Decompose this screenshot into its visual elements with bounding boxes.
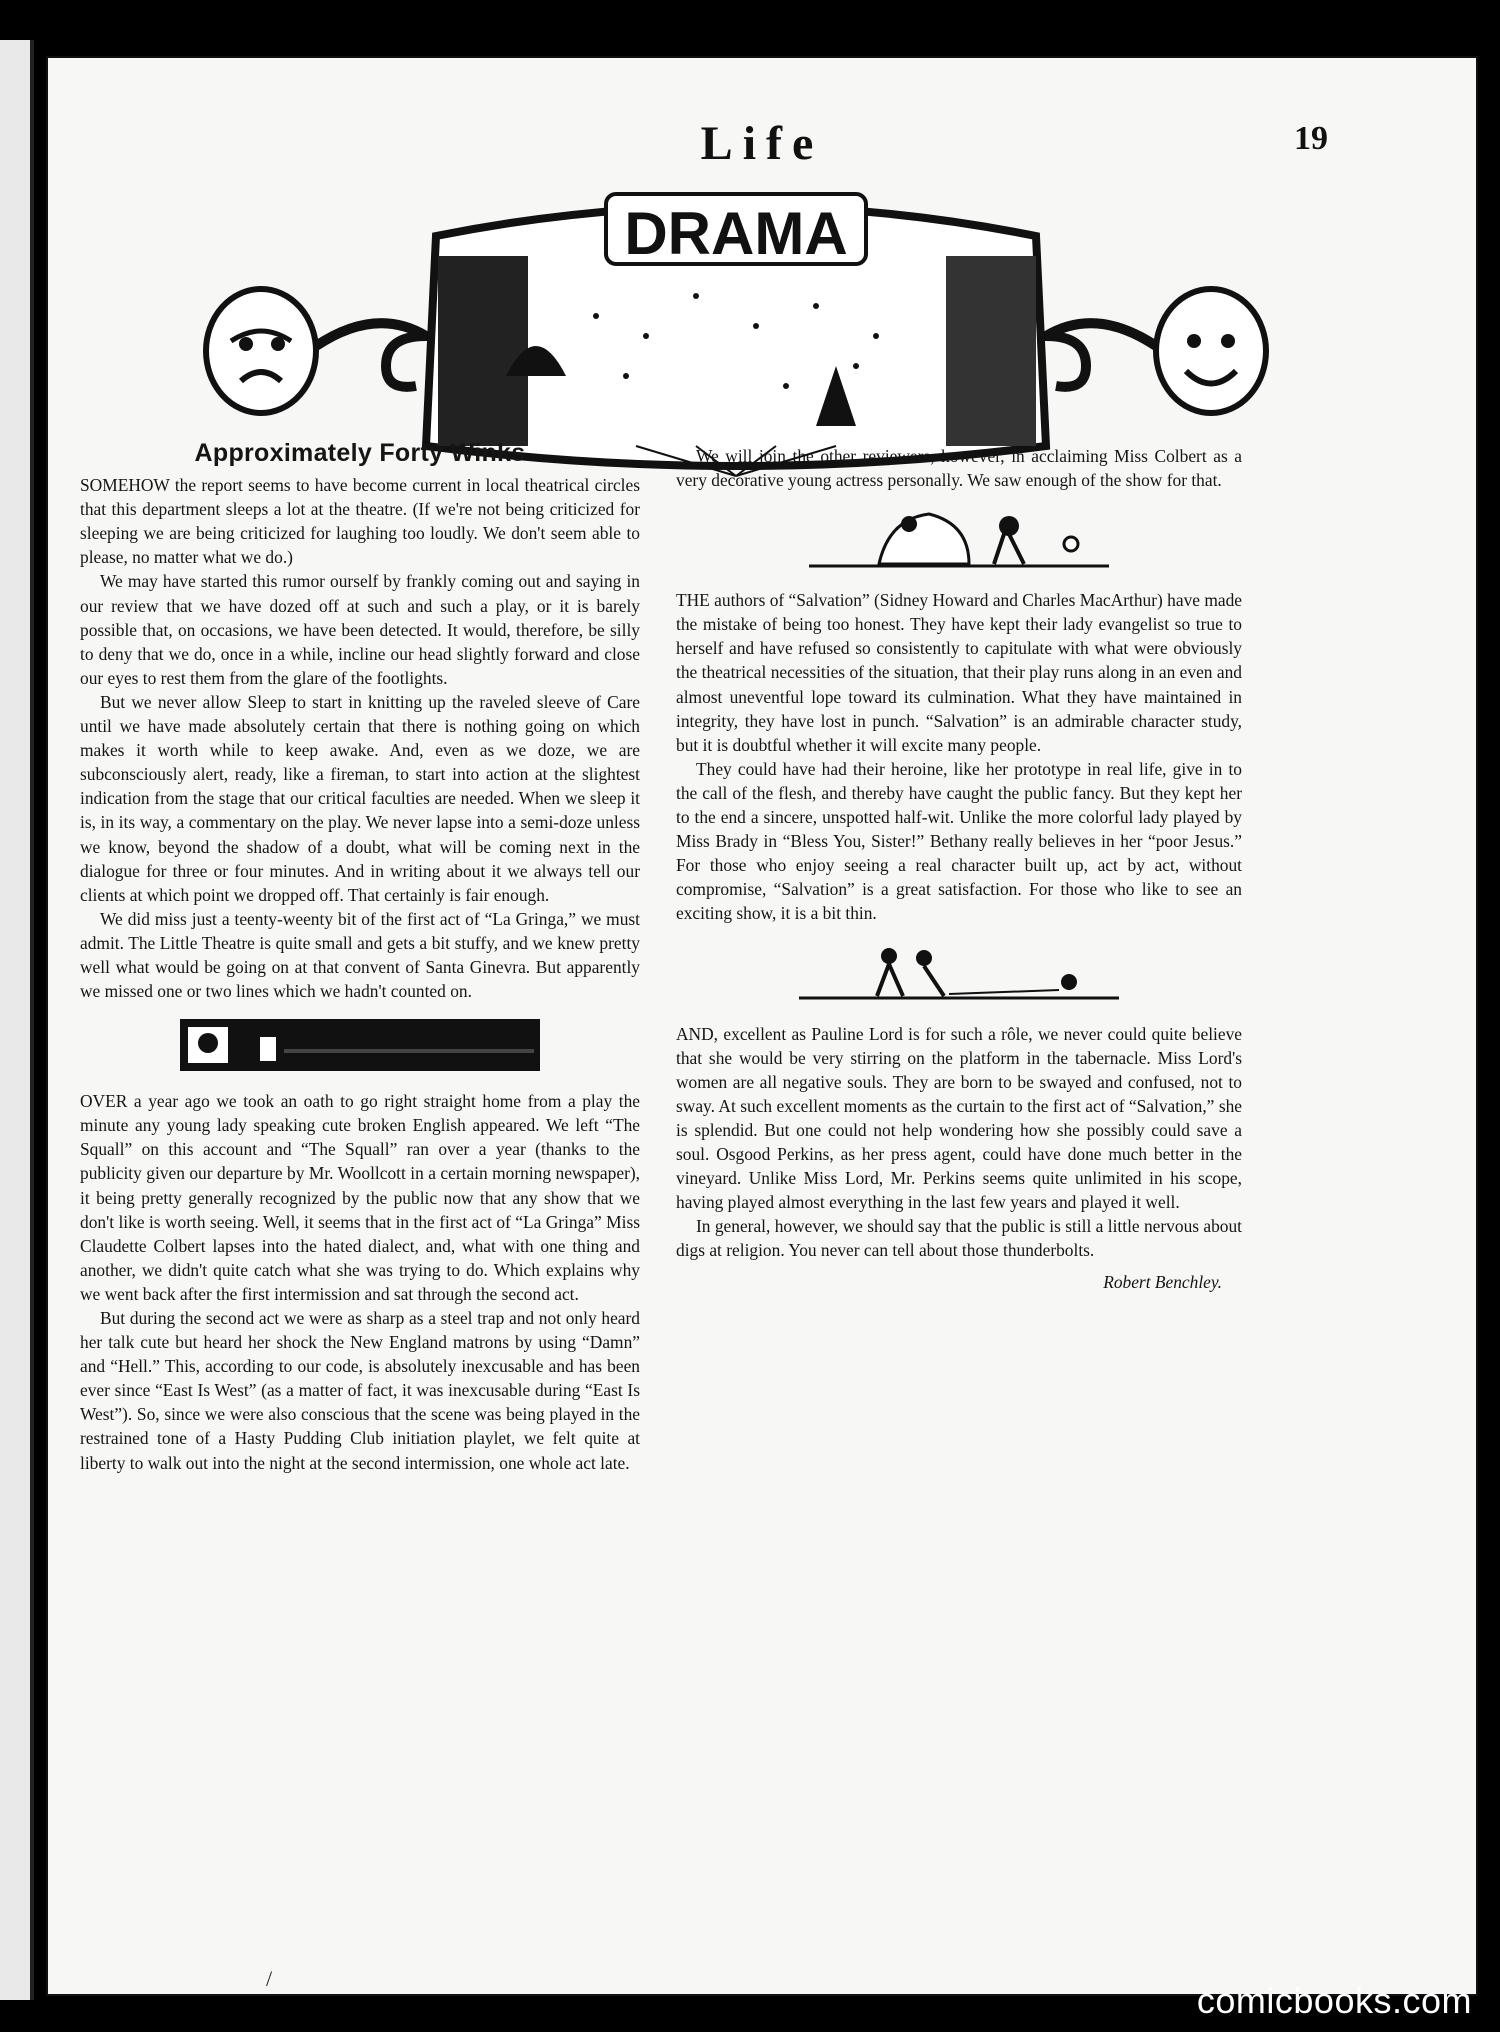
paragraph: We may have started this rumor ourself by frankly coming out and saying in our review that we have dozed off at such and such a play, or it is barely possible that, on occasions, we have been detected. It would, therefore, be silly to deny that we do, once in a while, incline our head slightly forward and close our eyes to rest them from the glare of the footlights. (80, 571, 640, 688)
paragraph: But during the second act we were as sharp as a steel trap and not only heard her talk cute but heard her shock the New England matrons by using “Damn” and “Hell.” This, according to our code, is absolutely inexcusable and has been ever since “East Is West” (as a matter of fact, it was inexcusable during “East Is West”). So, since we were also conscious that the scene was being played in the restrained tone of a Hasty Pudding Club initiation playlet, we felt quite at liberty to walk out into the night at the second intermission, one whole act late. (80, 1308, 640, 1473)
banner-word: DRAMA (624, 200, 848, 267)
magazine-page (46, 56, 1478, 1996)
stray-mark: / (266, 1966, 273, 1991)
paragraph: AND, excellent as Pauline Lord is for such a rôle, we never could quite believe that she would be very stirring on the platform in the tabernacle. Miss Lord's women are all negative souls. They are born to be swayed and confused, not to sway. At such excellent moments as the curtain to the first act of “Salvation,” she is splendid. But one could not help wondering how she possibly could save a soul. Osgood Perkins, as her press agent, could have done much better in the vineyard. Unlike Miss Lord, Mr. Perkins seems quite unlimited in his scope, having played almost everything in the last few years and played it well. (676, 1023, 1242, 1213)
author-signature: Robert Benchley. (1103, 1272, 1222, 1293)
paragraph: In general, however, we should say that the public is still a little nervous about digs at religion. You never can tell about those thunderbolts. (676, 1216, 1243, 1261)
comedy-mask-icon (1046, 289, 1266, 413)
paragraph: THE authors of “Salvation” (Sidney Howard and Charles MacArthur) have made the mistake of being too honest. They have kept their lady evangelist so true to herself and have refused so consistently to capitulate with what were obviously the theatrical necessities of the situation, that their play runs along in an even and almost uneventful lope toward its culmination. What they have maintained in integrity, they have lost in punch. “Salvation” is an admirable character study, but it is doubtful whether it will excite many people. (676, 590, 1242, 755)
watermark: comicbooks.com (1196, 1980, 1472, 2021)
paragraph: We will join the other reviewers, however, in acclaiming Miss Colbert as a very decorative young actress personally. We saw enough of the show for that. (676, 446, 1242, 491)
stage-scene-illustration (180, 1015, 540, 1075)
masthead-title: Life (700, 117, 824, 170)
paragraph: OVER a year ago we took an oath to go right straight home from a play the minute any young lady speaking cute broken English appeared. We left “The Squall” on this account and “The Squall” ran over a year (thanks to the publicity given our departure by Mr. Woollcott in a certain morning newspaper), it being pretty generally recognized by the public now that any show that we don't like is worth seeing. Well, it seems that in the first act of “La Gringa” Miss Claudette Colbert lapses into the hated dialect, and, what with one thing and another, we didn't quite catch what she was trying to do. Which explains why we went back after the first intermission and sat through the second act. (80, 1091, 640, 1304)
paragraph: They could have had their heroine, like her prototype in real life, give in to the call of the flesh, and thereby have caught the public fancy. But they kept her to the end a sincere, unspotted half-wit. Unlike the more colorful lady played by Miss Brady in “Bless You, Sister!” Bethany really believes in her “poor Jesus.” For those who enjoy seeing a real character built up, act by act, without compromise, “Salvation” is a great satisfaction. For those who like to see an exciting show, it is a bit thin. (676, 758, 1242, 924)
tug-of-war-illustration (799, 938, 1119, 1008)
page-number: 19 (1294, 120, 1328, 157)
paragraph: We did miss just a teenty-weenty bit of the first act of “La Gringa,” we must admit. The Little Theatre is quite small and gets a bit stuffy, and we knew pretty well what would be going on at that convent of Santa Ginevra. But apparently we missed one or two lines which we hadn't counted on. (80, 908, 640, 1002)
column-left (80, 441, 640, 1475)
tragedy-mask-icon (206, 289, 426, 413)
paragraph: But we never allow Sleep to start in knitting up the raveled sleeve of Care until we have made absolutely certain that there is nothing going on which makes it worth while to keep awake. And, even as we doze, we are subconsciously alert, ready, like a fireman, to start into action at the slightest indication from the stage that our critical faculties are needed. When we sleep it is, in its way, a commentary on the play. We never lapse into a semi-doze unless we know, beyond the shadow of a doubt, what will be coming next in the dialogue for three or four minutes. And in writing about it we always tell our clients at which point we dropped off. That certainly is fair enough. (80, 691, 640, 905)
column-right (676, 444, 1242, 1295)
article-headline: Approximately Forty Winks (194, 439, 526, 467)
page-binding-edge (0, 40, 34, 2000)
revival-figures-illustration (809, 504, 1109, 574)
paragraph: SOMEHOW the report seems to have become current in local theatrical circles that this department sleeps a lot at the theatre. (If we're not being criticized for sleeping we are being criticized for laughing too loudly. We don't seem able to please, no matter what we do.) (80, 475, 640, 568)
